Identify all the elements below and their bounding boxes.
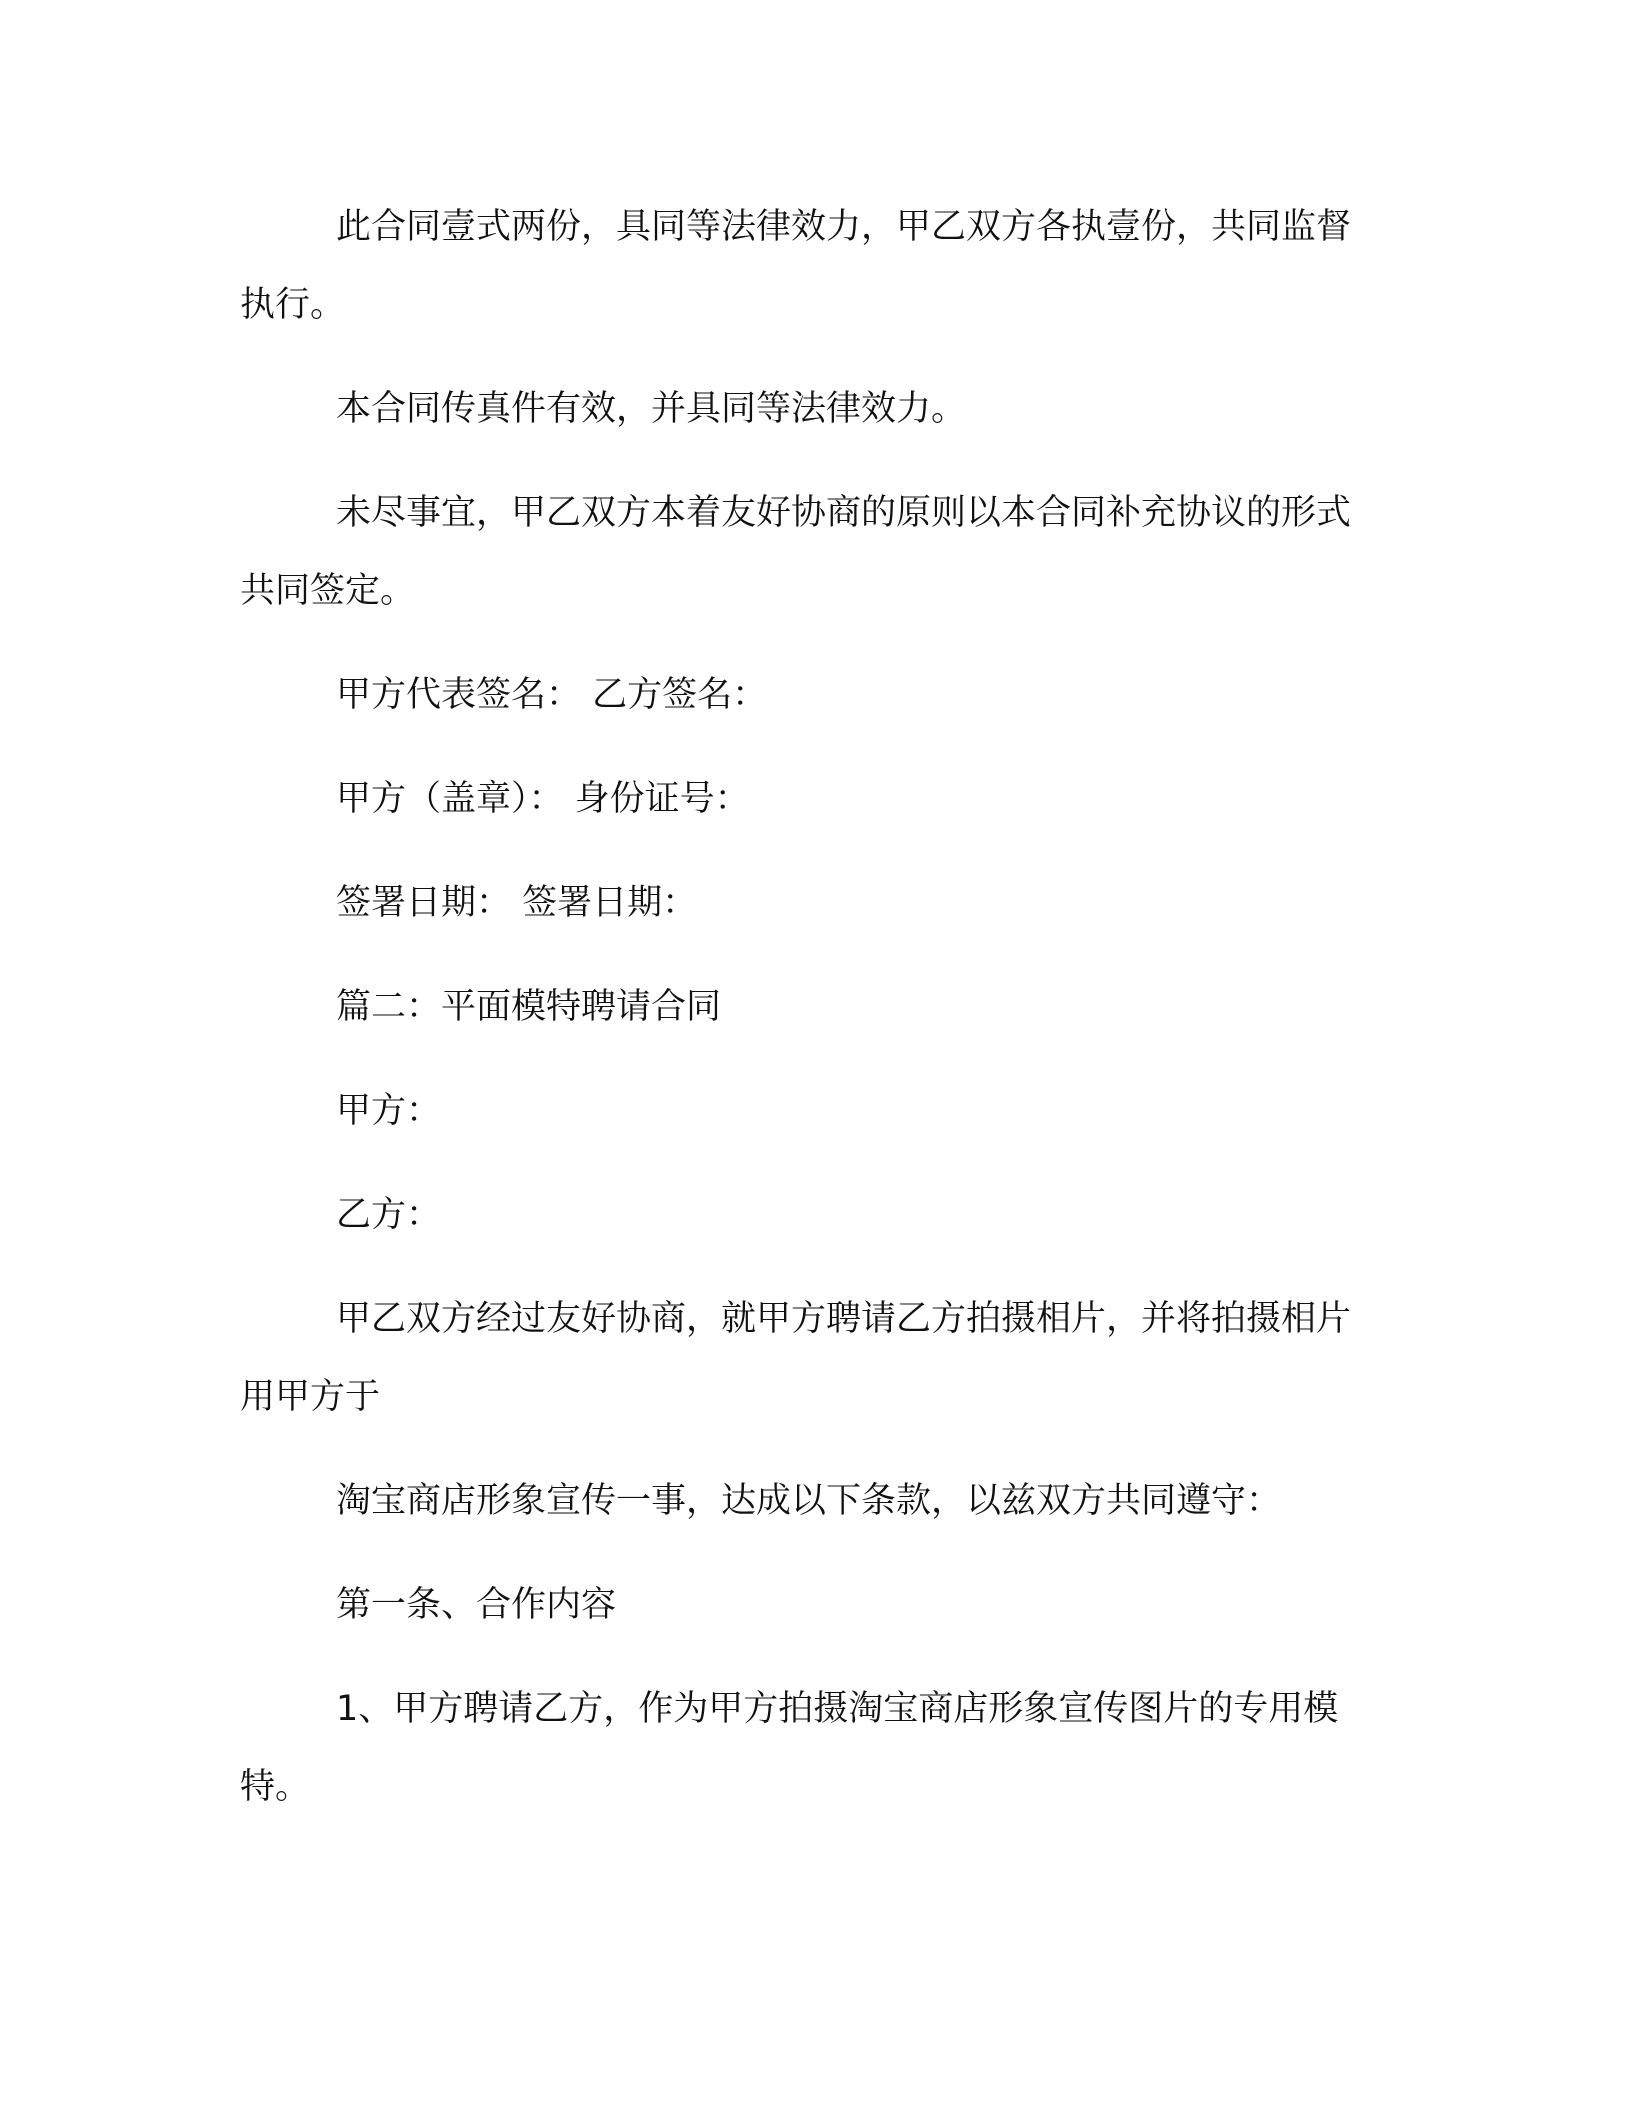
paragraph-sign-date-line: 签署日期： 签署日期： (336, 883, 698, 923)
paragraph-terms-intro: 淘宝商店形象宣传一事，达成以下条款，以兹双方共同遵守： (336, 1481, 1282, 1521)
paragraph-fax-validity: 本合同传真件有效，并具同等法律效力。 (336, 389, 967, 429)
article-one-heading: 第一条、合作内容 (336, 1585, 617, 1625)
paragraph-supplementary-agreement: 未尽事宜，甲乙双方本着友好协商的原则以本合同补充协议的形式共同签定。 (240, 493, 1352, 611)
paragraph-party-b: 乙方： (336, 1195, 442, 1235)
paragraph-item-one: 1、甲方聘请乙方，作为甲方拍摄淘宝商店形象宣传图片的专用模特。 (240, 1689, 1339, 1807)
paragraph-party-a: 甲方： (336, 1091, 442, 1131)
paragraph-copies-clause: 此合同壹式两份，具同等法律效力，甲乙双方各执壹份，共同监督执行。 (240, 207, 1352, 325)
paragraph-seal-id-line: 甲方（盖章）： 身份证号： (336, 779, 750, 819)
paragraph-negotiation-intro: 甲乙双方经过友好协商，就甲方聘请乙方拍摄相片，并将拍摄相片用甲方于 (240, 1299, 1352, 1417)
document-body (240, 188, 1380, 1852)
paragraph-signature-line: 甲方代表签名： 乙方签名： (336, 675, 768, 715)
section-title-model-contract: 篇二：平面模特聘请合同 (336, 987, 722, 1027)
